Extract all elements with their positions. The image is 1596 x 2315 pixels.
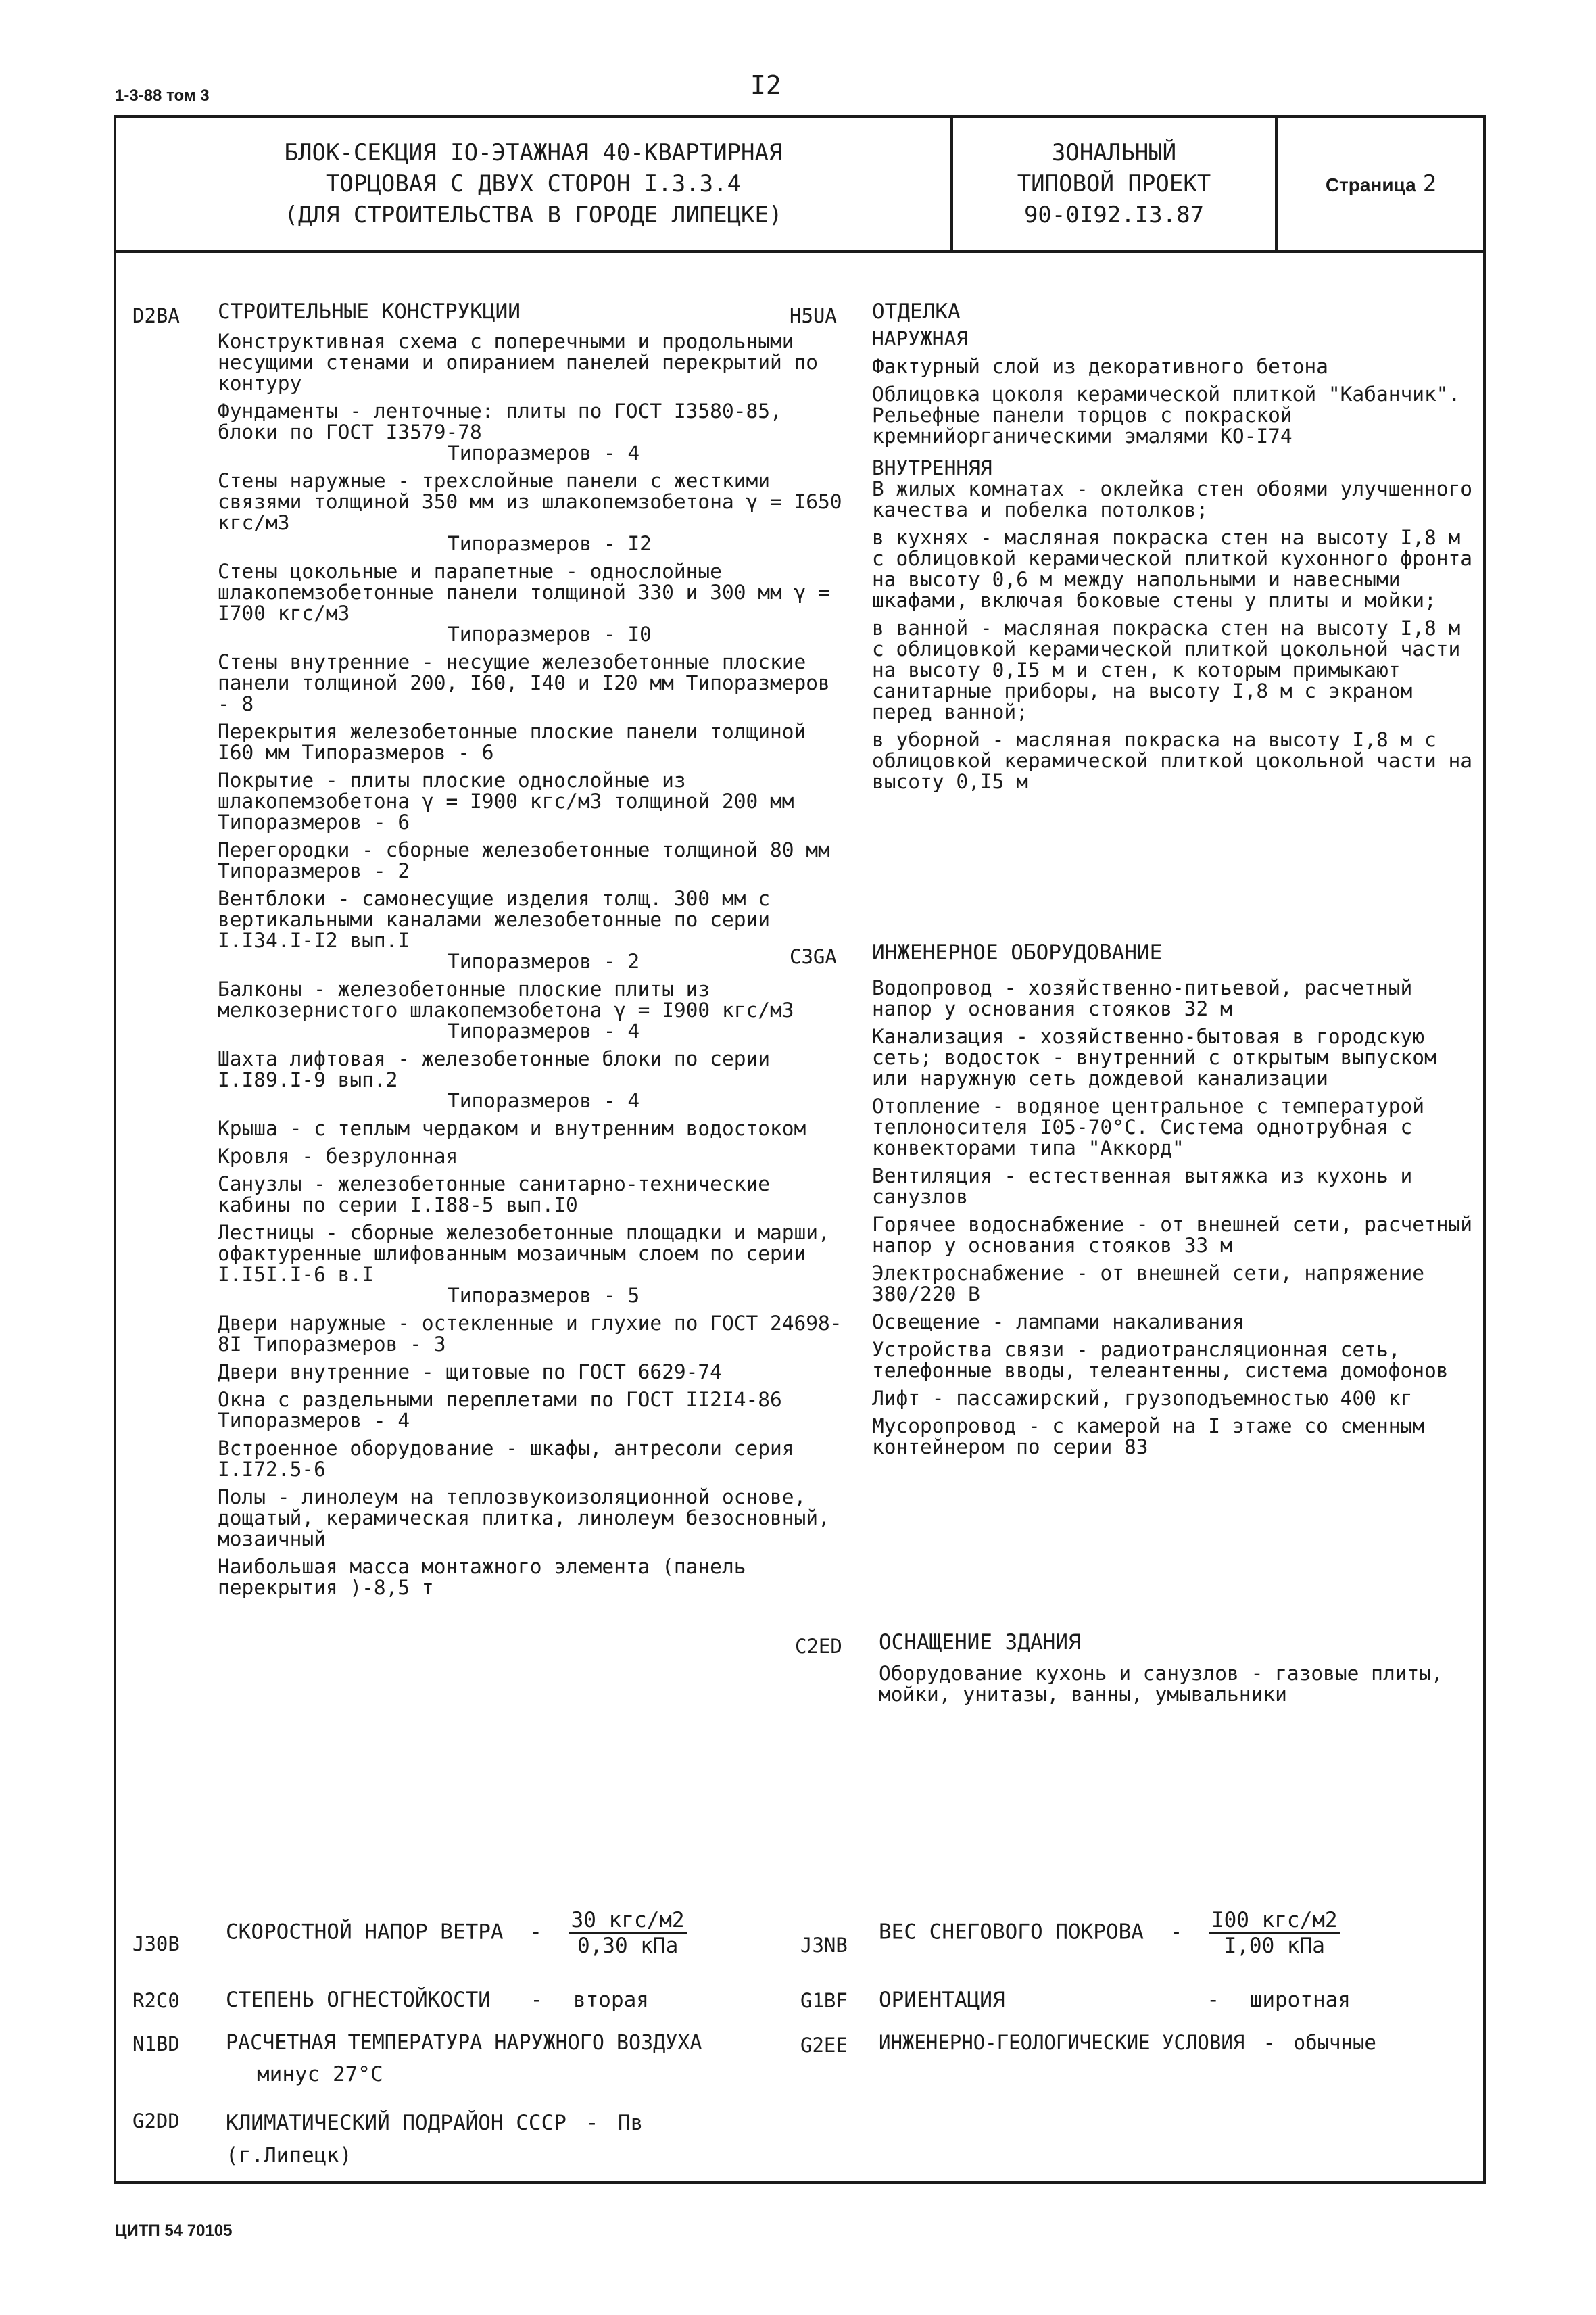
- param-value-kpa: 0,30 кПа: [577, 1934, 679, 1958]
- section-code: H5UA: [790, 304, 837, 327]
- paragraph: Устройства связи - радиотрансляционная сеть, телефонные вводы, телеантенны, система домофонов: [872, 1338, 1449, 1382]
- finish-section: [872, 299, 1480, 792]
- snow-load: [879, 1908, 1340, 1958]
- subsection-label: НАРУЖНАЯ: [872, 327, 969, 350]
- param-value-kgs: I00 кгс/м2: [1209, 1908, 1340, 1934]
- project-line: 90-0I92.I3.87: [1023, 201, 1205, 229]
- equipment-section: [879, 1629, 1480, 1705]
- param-code: R2C0: [132, 1989, 180, 2012]
- climate-city: (г.Липецк): [226, 2143, 352, 2168]
- param-value-kgs: 30 кгс/м2: [569, 1908, 687, 1934]
- paragraph: Наибольшая масса монтажного элемента (панель перекрытия )-8,5 т: [218, 1555, 746, 1599]
- printer-stamp: ЦИТП 54 70105: [115, 2222, 233, 2240]
- structures-section: [218, 299, 850, 1598]
- paragraph: Стены цокольные и парапетные - однослойные шлакопемзобетонные панели толщиной 330 и 300 мм γ = I700 кгс/м3: [218, 560, 830, 625]
- paragraph: Полы - линолеум на теплозвукоизоляционной основе, дощатый, керамическая плитка, линолеум безосновный, мозаичный: [218, 1485, 830, 1550]
- param-fraction: [1209, 1908, 1340, 1958]
- paragraph: Стены наружные - трехслойные панели с жесткими связями толщиной 350 мм из шлакопемзобетона γ = I650 кгс/м3: [218, 469, 842, 534]
- climate-subregion: [226, 2111, 643, 2135]
- section-title: ИНЖЕНЕРНОЕ ОБОРУДОВАНИЕ: [872, 940, 1163, 965]
- paragraph: Типоразмеров - 5: [448, 1284, 640, 1307]
- paragraph: Двери наружные - остекленные и глухие по ГОСТ 24698-8I Типоразмеров - 3: [218, 1312, 842, 1356]
- title-line: БЛОК-СЕКЦИЯ IO-ЭТАЖНАЯ 40-КВАРТИРНАЯ: [284, 139, 783, 166]
- param-code: N1BD: [132, 2032, 180, 2055]
- paragraph: Типоразмеров - I2: [448, 532, 652, 555]
- design-temperature-value: минус 27°С: [257, 2062, 383, 2086]
- param-dash: -: [585, 2111, 599, 2135]
- param-code: J30B: [132, 1932, 180, 1955]
- sheet-number: I2: [750, 70, 781, 100]
- orientation: [879, 1988, 1351, 2012]
- paragraph: Перекрытия железобетонные плоские панели толщиной I60 мм Типоразмеров - 6: [218, 720, 806, 764]
- title-block-project: [953, 118, 1278, 250]
- paragraph: Горячее водоснабжение - от внешней сети, расчетный напор у основания стояков 33 м: [872, 1213, 1473, 1257]
- param-value-kpa: I,00 кПа: [1224, 1934, 1325, 1958]
- paragraph: Санузлы - железобетонные санитарно-технические кабины по серии I.I88-5 вып.I0: [218, 1172, 770, 1216]
- paragraph: Стены внутренние - несущие железобетонные плоские панели толщиной 200, I60, I40 и I20 мм Типоразмеров - 8: [218, 650, 830, 715]
- paragraph: Лифт - пассажирский, грузоподъемностью 400 кг: [872, 1387, 1413, 1410]
- param-label: СТЕПЕНЬ ОГНЕСТОЙКОСТИ: [226, 1988, 491, 2012]
- paragraph: Водопровод - хозяйственно-питьевой, расчетный напор у основания стояков 32 м: [872, 976, 1413, 1020]
- param-label: ИНЖЕНЕРНО-ГЕОЛОГИЧЕСКИЕ УСЛОВИЯ: [879, 2031, 1245, 2054]
- paragraph: Встроенное оборудование - шкафы, антресоли серия I.I72.5-6: [218, 1437, 794, 1481]
- paragraph: Типоразмеров - 4: [448, 441, 640, 464]
- param-dash: -: [529, 1919, 542, 1944]
- param-code: G2EE: [800, 2034, 848, 2057]
- paragraph: в уборной - масляная покраска на высоту I,8 м с облицовкой керамической плиткой цокольной части на высоту 0,I5 м: [872, 728, 1473, 793]
- title-line: (ДЛЯ СТРОИТЕЛЬСТВА В ГОРОДЕ ЛИПЕЦКЕ): [284, 201, 783, 229]
- param-value: вторая: [573, 1988, 649, 2012]
- paragraph: Облицовка цоколя керамической плиткой "Кабанчик". Рельефные панели торцов с покраской кремнийорганическими эмалями КО-I74: [872, 383, 1461, 448]
- paragraph: Перегородки - сборные железобетонные толщиной 80 мм Типоразмеров - 2: [218, 838, 830, 882]
- document-series: 1-3-88 том 3: [115, 87, 210, 105]
- paragraph: Типоразмеров - I0: [448, 623, 652, 646]
- param-code: G1BF: [800, 1989, 848, 2012]
- paragraph: Канализация - хозяйственно-бытовая в городскую сеть; водосток - внутренний с открытым выпуском или наружную сеть дождевой канализации: [872, 1025, 1436, 1090]
- paragraph: Типоразмеров - 2: [448, 950, 640, 973]
- paragraph: в ванной - масляная покраска стен на высоту I,8 м с облицовкой керамической плиткой цокольной части на высоту 0,I5 м и стен, к которым примыкают санитарные приборы, на высоту I,8 м с экраном перед ванной;: [872, 617, 1461, 723]
- param-label: СКОРОСТНОЙ НАПОР ВЕТРА: [226, 1919, 504, 1944]
- paragraph: Крыша - с теплым чердаком и внутренним водостоком: [218, 1117, 806, 1140]
- paragraph: Вентблоки - самонесущие изделия толщ. 300 мм с вертикальными каналами железобетонные по серии I.I34.I-I2 вып.I: [218, 887, 770, 952]
- subsection-label: ВНУТРЕННЯЯ: [872, 456, 992, 479]
- param-dash: -: [1169, 1919, 1183, 1944]
- paragraph: Фактурный слой из декоративного бетона: [872, 355, 1328, 378]
- param-value: широтная: [1249, 1988, 1351, 2012]
- paragraph: Покрытие - плиты плоские однослойные из шлакопемзобетона γ = I900 кгс/м3 толщиной 200 мм Типоразмеров - 6: [218, 769, 794, 834]
- paragraph: Типоразмеров - 4: [448, 1020, 640, 1043]
- section-title: СТРОИТЕЛЬНЫЕ КОНСТРУКЦИИ: [218, 300, 521, 324]
- param-fraction: [569, 1908, 687, 1958]
- paragraph: Кровля - безрулонная: [218, 1145, 458, 1168]
- section-code: C3GA: [790, 945, 837, 968]
- design-temperature: [226, 2031, 702, 2055]
- paragraph: Оборудование кухонь и санузлов - газовые плиты, мойки, унитазы, ванны, умывальники: [879, 1662, 1443, 1706]
- paragraph: Отопление - водяное центральное с температурой теплоносителя I05-70°С. Система однотрубная с конвекторами типа "Аккорд": [872, 1095, 1424, 1160]
- section-code: C2ED: [795, 1635, 842, 1658]
- paragraph: Окна с раздельными переплетами по ГОСТ II2I4-86 Типоразмеров - 4: [218, 1388, 782, 1432]
- paragraph: в кухнях - масляная покраска стен на высоту I,8 м с облицовкой керамической плиткой кухонного фронта на высоту 0,6 м между напольными и навесными шкафами, включая боковые стены у плиты и мойки;: [872, 526, 1473, 612]
- param-value: обычные: [1293, 2031, 1376, 2054]
- engineering-section: [872, 940, 1480, 1458]
- section-code: D2BA: [132, 304, 180, 327]
- wind-pressure: [226, 1908, 687, 1958]
- paragraph: Лестницы - сборные железобетонные площадки и марши, офактуренные шлифованным мозаичным слоем по серии I.I5I.I-6 в.I: [218, 1221, 830, 1286]
- project-line: ЗОНАЛЬНЫЙ: [1051, 139, 1177, 166]
- paragraph: Конструктивная схема с поперечными и продольными несущими стенами и опиранием панелей перекрытий по контуру: [218, 330, 819, 395]
- geological-conditions: [879, 2031, 1376, 2054]
- param-label: ОРИЕНТАЦИЯ: [879, 1988, 1005, 2012]
- paragraph: Шахта лифтовая - железобетонные блоки по серии I.I89.I-9 вып.2: [218, 1047, 770, 1091]
- param-dash: -: [530, 1988, 543, 2012]
- param-label: КЛИМАТИЧЕСКИЙ ПОДРАЙОН СССР: [226, 2111, 566, 2135]
- title-block-name: [116, 118, 953, 250]
- paragraph: Освещение - лампами накаливания: [872, 1310, 1244, 1333]
- page-label: Страница 2: [1325, 170, 1437, 197]
- param-dash: -: [1263, 2031, 1276, 2054]
- param-dash: -: [1207, 1988, 1219, 2012]
- param-value: Пв: [617, 2111, 644, 2135]
- section-title: ОСНАЩЕНИЕ ЗДАНИЯ: [879, 1630, 1081, 1654]
- param-code: J3NB: [800, 1934, 848, 1957]
- paragraph: Фундаменты - ленточные: плиты по ГОСТ I3580-85, блоки по ГОСТ I3579-78: [218, 400, 782, 444]
- paragraph: Электроснабжение - от внешней сети, напряжение 380/220 В: [872, 1262, 1424, 1306]
- paragraph: Двери внутренние - щитовые по ГОСТ 6629-74: [218, 1360, 722, 1383]
- fire-resistance: [226, 1988, 649, 2012]
- paragraph: Типоразмеров - 4: [448, 1089, 640, 1112]
- param-code: G2DD: [132, 2109, 180, 2132]
- paragraph: Балконы - железобетонные плоские плиты из мелкозернистого шлакопемзобетона γ = I900 кгс/м3: [218, 978, 794, 1022]
- paragraph: В жилых комнатах - оклейка стен обоями улучшенного качества и побелка потолков;: [872, 477, 1473, 521]
- title-line: ТОРЦОВАЯ С ДВУХ СТОРОН I.3.3.4: [325, 170, 742, 197]
- section-title: ОТДЕЛКА: [872, 300, 961, 324]
- param-label: РАСЧЕТНАЯ ТЕМПЕРАТУРА НАРУЖНОГО ВОЗДУХА: [226, 2031, 702, 2055]
- param-label: ВЕС СНЕГОВОГО ПОКРОВА: [879, 1919, 1144, 1944]
- title-block: [116, 118, 1483, 253]
- project-line: ТИПОВОЙ ПРОЕКТ: [1017, 170, 1211, 197]
- paragraph: Вентиляция - естественная вытяжка из кухонь и санузлов: [872, 1164, 1413, 1208]
- paragraph: Мусоропровод - с камерой на I этаже со сменным контейнером по серии 83: [872, 1414, 1424, 1458]
- title-block-page: [1278, 118, 1484, 250]
